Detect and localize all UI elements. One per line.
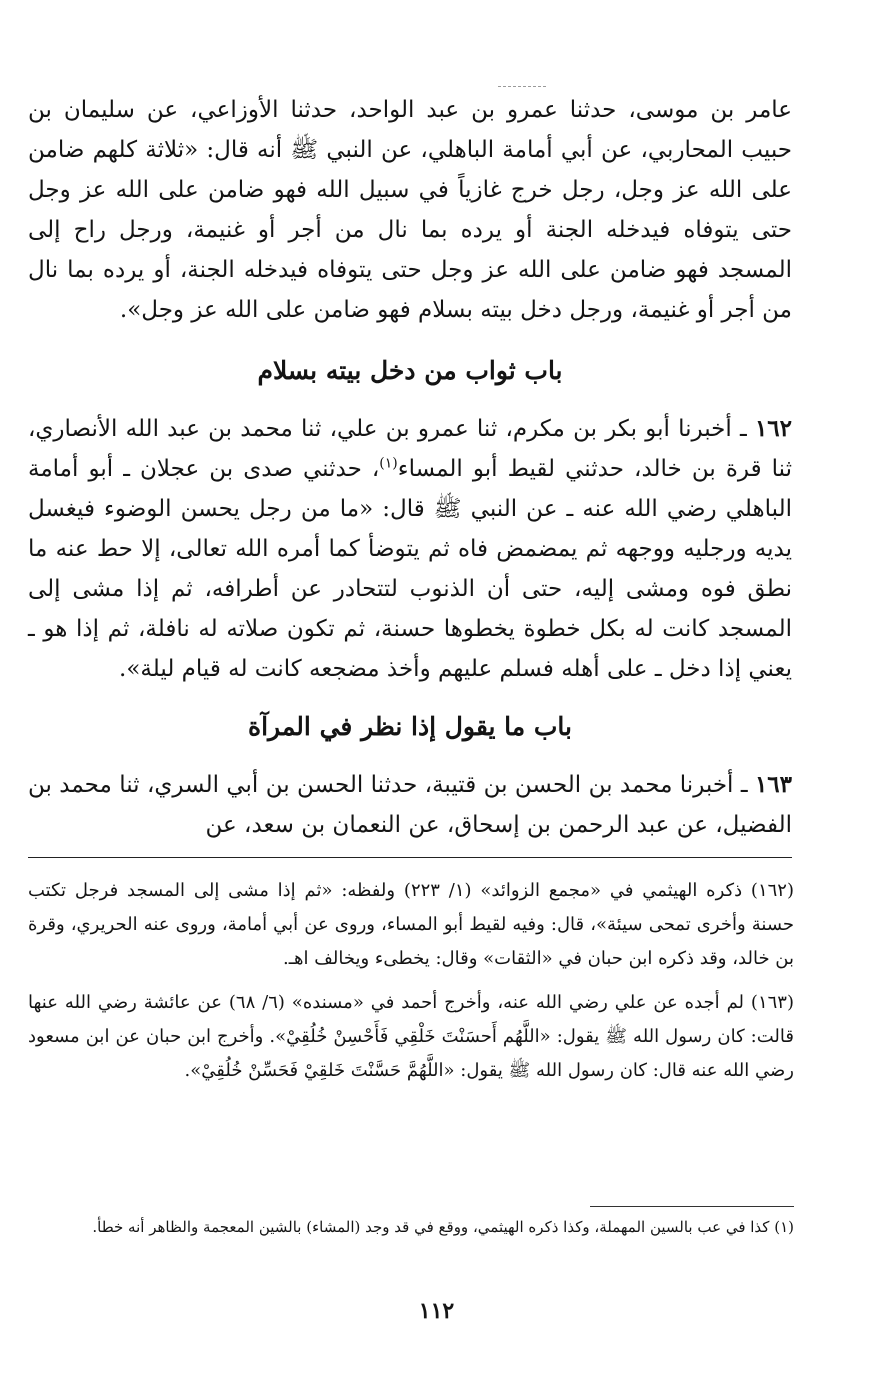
main-text xyxy=(28,90,792,845)
section-heading-greeting-on-entering-home: باب ثواب من دخل بيته بسلام xyxy=(257,356,563,385)
hadith-paragraph-163 xyxy=(28,765,792,845)
scan-mark xyxy=(498,86,546,87)
paragraph-continuation: عامر بن موسى، حدثنا عمرو بن عبد الواحد، حدثنا الأوزاعي، عن سليمان بن حبيب المحاربي، عن أبي أمامة الباهلي، عن النبي ﷺ أنه قال: «ثلاثة كلهم ضامن على الله عز وجل، رجل خرج غازياً في سبيل الله فهو ضامن على الله عز وجل حتى يتوفاه فيدخله الجنة أو يرده بما نال من أجر أو غنيمة، ورجل راح إلى المسجد فهو ضامن على الله عز وجل حتى يتوفاه فيدخله الجنة، أو يرده بما نال من أجر أو غنيمة، ورجل دخل بيته بسلام فهو ضامن على الله عز وجل». xyxy=(28,97,792,323)
footnote-163: (١٦٣) لم أجده عن علي رضي الله عنه، وأخرج أحمد في «مسنده» (٦/ ٦٨) عن عائشة رضي الله عنها قالت: كان رسول الله ﷺ يقول: «اللَّهُم أَحسَنْتَ خَلْقِي فَأَحْسِنْ خُلُقِيْ». وأخرج ابن حبان عن ابن مسعود رضي الله عنه قال: كان رسول الله ﷺ يقول: «اللَّهُمَّ حَسَّنْتَ خَلقِيْ فَحَسِّنْ خُلُقِيْ». xyxy=(28,992,795,1081)
hadith-text: ـ أخبرنا محمد بن الحسن بن قتيبة، حدثنا الحسن بن أبي السري، ثنا محمد بن الفضيل، عن عبد الرحمن بن إسحاق، عن النعمان بن سعد، عن xyxy=(28,772,792,838)
hadith-text: ـ أخبرنا أبو بكر بن مكرم، ثنا عمرو بن علي، ثنا محمد بن عبد الله الأنصاري، ثنا قرة بن خالد، حدثني لقيط أبو المساء xyxy=(28,416,792,482)
hadith-paragraph-162 xyxy=(28,409,792,689)
hadith-number: ١٦٢ xyxy=(754,415,792,442)
note-divider xyxy=(590,1206,794,1207)
footnotes xyxy=(28,874,794,1088)
section-heading-looking-in-mirror: باب ما يقول إذا نظر في المرآة xyxy=(248,712,572,741)
hadith-number: ١٦٣ xyxy=(754,771,792,798)
footnote-162: (١٦٢) ذكره الهيثمي في «مجمع الزوائد» (١/ ٢٢٣) ولفظه: «ثم إذا مشى إلى المسجد فرجل تكتب حسنة وأخرى تمحى سيئة»، قال: وفيه لقيط أبو المساء، وروى عن أبي أمامة، وروى عنه الحريري، وقرة بن خالد، وقد ذكره ابن حبان في «الثقات» وقال: يخطىء ويخالف اهـ. xyxy=(28,880,794,969)
page-number: ١١٢ xyxy=(418,1298,455,1324)
footnote-marker: (١) xyxy=(379,455,398,472)
hadith-text: ، حدثني صدى بن عجلان ـ أبو أمامة الباهلي رضي الله عنه ـ عن النبي ﷺ قال: «ما من رجل يحسن الوضوء فيغسل يديه ورجليه ووجهه ثم يمضمض فاه ثم يتوضأ كما أمره الله تعالى، إلا حط عنه ما نطق فوه ومشى إليه، حتى أن الذنوب لتتحادر عن أطرافه، ثم إذا مشى إلى المسجد كانت له بكل خطوة يخطوها حسنة، ثم تكون صلاته له نافلة، ثم إذا هو ـ يعني إذا دخل ـ على أهله فسلم عليهم وأخذ مضجعه كانت له قيام ليلة». xyxy=(28,456,792,682)
editor-note-1: (١) كذا في عب بالسين المهملة، وكذا ذكره الهيثمي، ووقع في قد وجد (المشاء) بالشين المعجمة والظاهر أنه خطأ. xyxy=(92,1218,794,1236)
footnote-divider xyxy=(28,857,792,858)
